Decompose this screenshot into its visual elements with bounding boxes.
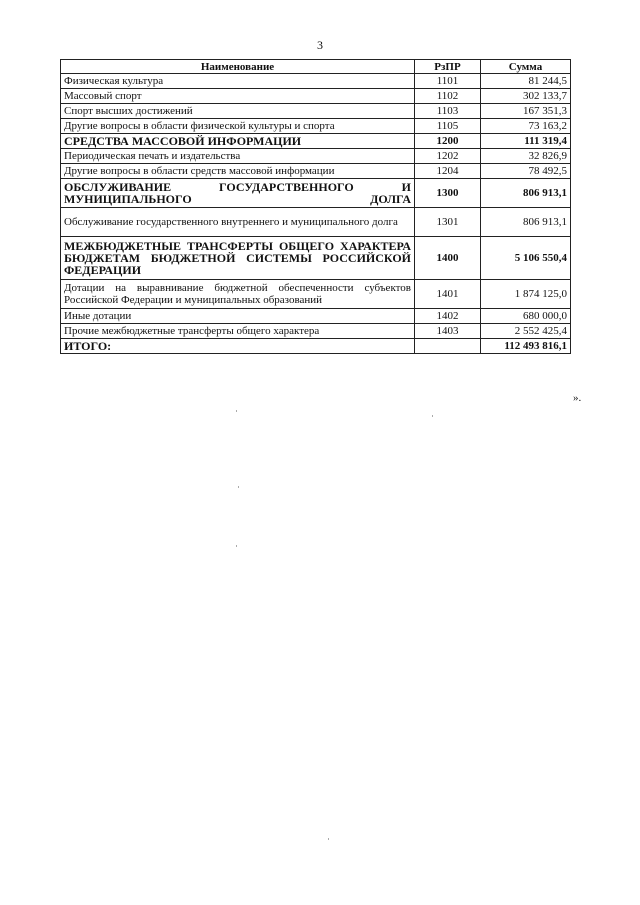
table-row [61, 208, 571, 237]
table-row [61, 89, 571, 104]
row-code: 1204 [415, 164, 481, 179]
row-name: Другие вопросы в области физической культуры и спорта [61, 119, 415, 134]
table-row [61, 74, 571, 89]
row-name: Физическая культура [61, 74, 415, 89]
scan-speck [432, 415, 433, 417]
table-row [61, 309, 571, 324]
table-row-section [61, 179, 571, 208]
row-sum: 73 163,2 [481, 119, 571, 134]
scan-speck [236, 410, 237, 412]
row-name: Обслуживание государственного внутреннего и муниципального долга [61, 208, 415, 237]
row-name: Спорт высших достижений [61, 104, 415, 119]
table-row [61, 119, 571, 134]
table-row [61, 324, 571, 339]
table-row-section [61, 134, 571, 149]
table-row-total [61, 339, 571, 354]
row-code: 1202 [415, 149, 481, 164]
closing-quote-mark: ». [573, 392, 582, 404]
table-row [61, 164, 571, 179]
row-sum: 167 351,3 [481, 104, 571, 119]
row-code: 1301 [415, 208, 481, 237]
total-label: ИТОГО: [61, 339, 415, 354]
row-name: Массовый спорт [61, 89, 415, 104]
row-name: Другие вопросы в области средств массовой информации [61, 164, 415, 179]
row-sum: 78 492,5 [481, 164, 571, 179]
row-code: 1400 [415, 237, 481, 280]
table-row [61, 104, 571, 119]
page-number: 3 [317, 38, 323, 52]
row-name: СРЕДСТВА МАССОВОЙ ИНФОРМАЦИИ [61, 134, 415, 149]
row-sum: 302 133,7 [481, 89, 571, 104]
row-code: 1102 [415, 89, 481, 104]
header-code: РзПР [415, 60, 481, 74]
row-code: 1401 [415, 280, 481, 309]
row-code: 1105 [415, 119, 481, 134]
header-sum: Сумма [481, 60, 571, 74]
row-code: 1402 [415, 309, 481, 324]
row-code: 1300 [415, 179, 481, 208]
scan-speck [238, 486, 239, 488]
row-name: Дотации на выравнивание бюджетной обеспеченности субъектов Российской Федерации и муниципальных образований [61, 280, 415, 309]
row-sum: 111 319,4 [481, 134, 571, 149]
row-sum: 680 000,0 [481, 309, 571, 324]
row-code: 1403 [415, 324, 481, 339]
row-name: ОБСЛУЖИВАНИЕ ГОСУДАРСТВЕННОГО И МУНИЦИПАЛЬНОГО ДОЛГА [61, 179, 415, 208]
table-row-section [61, 237, 571, 280]
header-name: Наименование [61, 60, 415, 74]
row-name: Иные дотации [61, 309, 415, 324]
row-name: МЕЖБЮДЖЕТНЫЕ ТРАНСФЕРТЫ ОБЩЕГО ХАРАКТЕРА БЮДЖЕТАМ БЮДЖЕТНОЙ СИСТЕМЫ РОССИЙСКОЙ ФЕДЕРАЦИИ [61, 237, 415, 280]
row-sum: 806 913,1 [481, 179, 571, 208]
row-name: Прочие межбюджетные трансферты общего характера [61, 324, 415, 339]
row-sum: 32 826,9 [481, 149, 571, 164]
row-sum: 81 244,5 [481, 74, 571, 89]
row-sum: 806 913,1 [481, 208, 571, 237]
total-sum: 112 493 816,1 [481, 339, 571, 354]
row-sum: 2 552 425,4 [481, 324, 571, 339]
row-sum: 1 874 125,0 [481, 280, 571, 309]
row-code: 1101 [415, 74, 481, 89]
table-row [61, 149, 571, 164]
table-row [61, 280, 571, 309]
scan-speck [328, 838, 329, 840]
row-code: 1103 [415, 104, 481, 119]
total-code [415, 339, 481, 354]
row-code: 1200 [415, 134, 481, 149]
row-name: Периодическая печать и издательства [61, 149, 415, 164]
table-header-row [61, 60, 571, 74]
budget-table [60, 59, 571, 354]
row-sum: 5 106 550,4 [481, 237, 571, 280]
scan-speck [236, 545, 237, 547]
